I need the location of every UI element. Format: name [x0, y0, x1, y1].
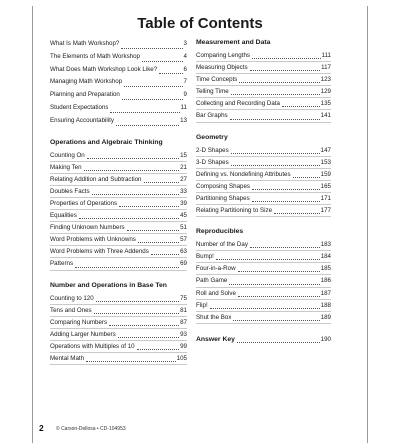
toc-entry-title: Relating Partitioning to Size: [196, 207, 273, 215]
toc-entry[interactable]: [196, 50, 331, 62]
toc-entry-title: Composing Shapes: [196, 182, 251, 190]
leader-dots: [84, 170, 180, 171]
toc-entry[interactable]: [50, 353, 187, 365]
leader-dots: [230, 119, 320, 120]
section-heading: Number and Operations in Base Ten: [50, 281, 167, 289]
toc-entry-page: 165: [320, 182, 331, 190]
toc-entry-title: Adding Larger Numbers: [50, 330, 116, 338]
section-heading: Geometry: [196, 133, 228, 141]
toc-entry-page: 187: [320, 289, 331, 297]
toc-entry[interactable]: [196, 169, 331, 181]
leader-dots: [239, 82, 319, 83]
toc-entry-page: 147: [320, 146, 331, 154]
toc-entry-title: Roll and Solve: [196, 289, 236, 297]
toc-entry[interactable]: [50, 174, 187, 186]
leader-dots: [142, 61, 183, 62]
toc-entry-title: Tens and Ones: [50, 306, 92, 314]
toc-entry[interactable]: [196, 300, 331, 312]
toc-entry-title: The Elements of Math Workshop: [50, 52, 140, 60]
toc-entry[interactable]: [50, 64, 187, 77]
toc-entry-title: Counting On: [50, 151, 85, 159]
toc-entry-page: 13: [180, 116, 187, 124]
toc-entry[interactable]: [196, 74, 331, 86]
copyright-line: © Carson-Dellosa • CD-104953: [56, 426, 126, 432]
toc-entry-page: 87: [180, 318, 187, 326]
leader-dots: [121, 48, 182, 49]
toc-entry[interactable]: [50, 222, 187, 234]
toc-entry-title: Patterns: [50, 260, 74, 268]
toc-entry-page: 39: [180, 199, 187, 207]
toc-entry-page: 111: [321, 52, 331, 59]
toc-entry[interactable]: [196, 275, 331, 287]
toc-entry[interactable]: [196, 312, 331, 324]
toc-entry[interactable]: [50, 198, 187, 210]
toc-entry-title: Equalities: [50, 212, 77, 220]
toc-entry-page: 159: [320, 170, 331, 178]
toc-entry[interactable]: [50, 38, 187, 51]
toc-entry-title: Time Concepts: [196, 76, 238, 84]
leader-dots: [250, 70, 321, 71]
leader-dots: [233, 320, 319, 321]
leader-dots: [238, 296, 320, 297]
toc-entry-title: Defining vs. Nondefining Attributes: [196, 170, 291, 178]
toc-entry-page: 81: [180, 306, 187, 314]
toc-entry[interactable]: [50, 317, 187, 329]
toc-entry[interactable]: [50, 246, 187, 258]
section-heading: Operations and Algebraic Thinking: [50, 138, 163, 146]
leader-dots: [137, 349, 180, 350]
toc-entry[interactable]: [196, 193, 331, 205]
toc-entry-page: 171: [320, 194, 331, 202]
leader-dots: [75, 267, 179, 268]
toc-entry-title: Telling Time: [196, 88, 229, 96]
toc-entry[interactable]: [196, 86, 331, 98]
toc-entry-page: 45: [180, 212, 187, 220]
leader-dots: [94, 313, 179, 314]
toc-entry-title: Counting to 120: [50, 294, 94, 302]
leader-dots: [144, 182, 180, 183]
toc-entry-page: 7: [183, 78, 187, 86]
toc-entry-page: 93: [180, 330, 187, 338]
toc-entry-page: 186: [320, 277, 331, 285]
toc-section-base-ten: [50, 281, 187, 366]
toc-entry-title: Word Problems with Unknowns: [50, 236, 136, 244]
toc-entry-answer-key[interactable]: [196, 334, 331, 345]
toc-left-column: [50, 38, 187, 375]
leader-dots: [293, 177, 320, 178]
toc-entry[interactable]: [50, 210, 187, 222]
leader-dots: [282, 106, 320, 107]
leader-dots: [229, 284, 319, 285]
toc-entry[interactable]: [196, 205, 331, 217]
toc-entry-title: Flip!: [196, 301, 208, 309]
toc-entry-title: Relating Addition and Subtraction: [50, 175, 142, 183]
toc-entry-title: Shut the Box: [196, 313, 232, 321]
toc-entry-page: 3: [183, 40, 187, 47]
toc-section-operations-algebraic: [50, 138, 187, 271]
leader-dots: [96, 301, 179, 302]
leader-dots: [110, 112, 179, 113]
section-heading: Reproducibles: [196, 228, 244, 236]
toc-entry-title: Four-in-a-Row: [196, 265, 236, 273]
toc-entry-title: Path Game: [196, 277, 228, 285]
leader-dots: [159, 73, 182, 74]
leader-dots: [116, 125, 179, 126]
toc-section-measurement: [196, 38, 331, 123]
toc-entry-title: Collecting and Recording Data: [196, 100, 280, 108]
toc-entry-page: 123: [320, 76, 331, 84]
toc-entry[interactable]: [196, 239, 331, 251]
toc-entry-page: 141: [320, 112, 331, 120]
leader-dots: [231, 94, 320, 95]
toc-entry-title: Measuring Objects: [196, 64, 248, 72]
toc-entry[interactable]: [50, 341, 187, 353]
toc-entry-page: 177: [320, 207, 331, 215]
toc-entry-title: 3-D Shapes: [196, 158, 229, 166]
toc-entry-page: 15: [180, 151, 187, 159]
toc-entry-page: 105: [176, 354, 187, 362]
leader-dots: [124, 86, 182, 87]
leader-dots: [79, 218, 179, 219]
toc-entry[interactable]: [50, 76, 187, 89]
leader-dots: [118, 337, 179, 338]
toc-entry-title: Bump!: [196, 253, 214, 261]
page-number: 2: [39, 423, 44, 433]
leader-dots: [138, 242, 179, 243]
toc-entry-title: Partitioning Shapes: [196, 194, 250, 202]
toc-entry-title: Finding Unknown Numbers: [50, 224, 125, 232]
toc-entry-page: 153: [320, 158, 331, 166]
leader-dots: [252, 58, 321, 59]
toc-section-reproducibles: [196, 227, 331, 324]
toc-entry[interactable]: [50, 329, 187, 341]
toc-right-column: [196, 38, 331, 355]
toc-entry[interactable]: [196, 110, 331, 122]
leader-dots: [231, 165, 320, 166]
toc-entry[interactable]: [196, 98, 331, 110]
toc-entry[interactable]: [50, 115, 187, 128]
toc-entry-title: Student Expectations: [50, 103, 109, 111]
toc-entry-page: 135: [320, 100, 331, 108]
leader-dots: [122, 99, 183, 100]
toc-entry-title: Managing Math Workshop: [50, 78, 123, 86]
toc-entry-title: Comparing Lengths: [196, 52, 251, 59]
toc-entry-page: 21: [180, 163, 187, 171]
leader-dots: [109, 325, 179, 326]
toc-entry-title: Number of the Day: [196, 241, 248, 249]
toc-entry-page: 188: [320, 301, 331, 309]
toc-entry-page: 63: [180, 248, 187, 256]
toc-section-geometry: [196, 133, 331, 218]
toc-entry-page: 27: [180, 175, 187, 183]
leader-dots: [87, 158, 179, 159]
leader-dots: [252, 189, 320, 190]
toc-entry-page: 69: [180, 260, 187, 268]
toc-entry-page: 6: [183, 65, 187, 73]
toc-entry-title: Making Ten: [50, 163, 82, 171]
section-heading: Measurement and Data: [196, 39, 271, 46]
toc-section-answer-key: [196, 334, 331, 345]
leader-dots: [92, 194, 180, 195]
toc-entry-page: 51: [180, 224, 187, 232]
toc-entry-page: 75: [180, 294, 187, 302]
leader-dots: [237, 342, 320, 343]
toc-entry-title: Ensuring Accountability: [50, 116, 114, 124]
leader-dots: [274, 213, 320, 214]
toc-entry-title: Word Problems with Three Addends: [50, 248, 149, 256]
toc-entry[interactable]: [50, 293, 187, 305]
toc-entry[interactable]: [50, 150, 187, 162]
leader-dots: [127, 230, 179, 231]
toc-entry[interactable]: [50, 89, 187, 102]
toc-entry[interactable]: [50, 162, 187, 174]
toc-entry[interactable]: [50, 51, 187, 64]
toc-entry[interactable]: [50, 102, 187, 115]
toc-entry[interactable]: [50, 186, 187, 198]
toc-intro-group: [50, 38, 187, 128]
leader-dots: [86, 361, 176, 362]
toc-entry[interactable]: [196, 251, 331, 263]
toc-entry-page: 117: [321, 64, 331, 72]
toc-entry-page: 185: [320, 265, 331, 273]
toc-entry-page: 183: [320, 241, 331, 249]
toc-entry-page: 57: [180, 236, 187, 244]
toc-entry[interactable]: [50, 234, 187, 246]
leader-dots: [231, 153, 320, 154]
toc-entry-title: Planning and Preparation: [50, 91, 120, 99]
leader-dots: [210, 308, 320, 309]
toc-entry-title: Comparing Numbers: [50, 318, 108, 326]
toc-entry[interactable]: [196, 263, 331, 275]
toc-entry[interactable]: [50, 305, 187, 317]
toc-entry-title: Doubles Facts: [50, 187, 90, 195]
leader-dots: [119, 206, 179, 207]
leader-dots: [250, 247, 320, 248]
toc-entry-page: 4: [183, 52, 187, 60]
toc-entry-page: 33: [180, 187, 187, 195]
toc-entry[interactable]: [196, 157, 331, 169]
toc-entry-title: What Is Math Workshop?: [50, 40, 120, 47]
toc-entry-title: Bar Graphs: [196, 112, 228, 120]
toc-entry-page: 184: [320, 253, 331, 261]
toc-entry-page: 129: [320, 88, 331, 96]
section-heading: Answer Key: [196, 335, 235, 343]
toc-entry-title: What Does Math Workshop Look Like?: [50, 65, 158, 73]
toc-entry[interactable]: [196, 181, 331, 193]
toc-entry-page: 99: [180, 342, 187, 350]
leader-dots: [238, 271, 320, 272]
leader-dots: [151, 254, 179, 255]
toc-entry[interactable]: [196, 62, 331, 74]
page-title: Table of Contents: [137, 15, 263, 32]
toc-entry-title: 2-D Shapes: [196, 146, 229, 154]
leader-dots: [216, 259, 320, 260]
toc-entry[interactable]: [196, 288, 331, 300]
toc-entry-title: Operations with Multiples of 10: [50, 342, 135, 350]
toc-entry-title: Properties of Operations: [50, 199, 118, 207]
leader-dots: [252, 201, 320, 202]
toc-entry-page: 11: [180, 103, 187, 111]
toc-entry[interactable]: [196, 145, 331, 157]
toc-entry-title: Mental Math: [50, 354, 85, 362]
toc-entry-page: 189: [320, 313, 331, 321]
toc-entry-page: 9: [183, 91, 187, 99]
toc-entry-page: 190: [320, 335, 331, 343]
toc-entry[interactable]: [50, 258, 187, 270]
